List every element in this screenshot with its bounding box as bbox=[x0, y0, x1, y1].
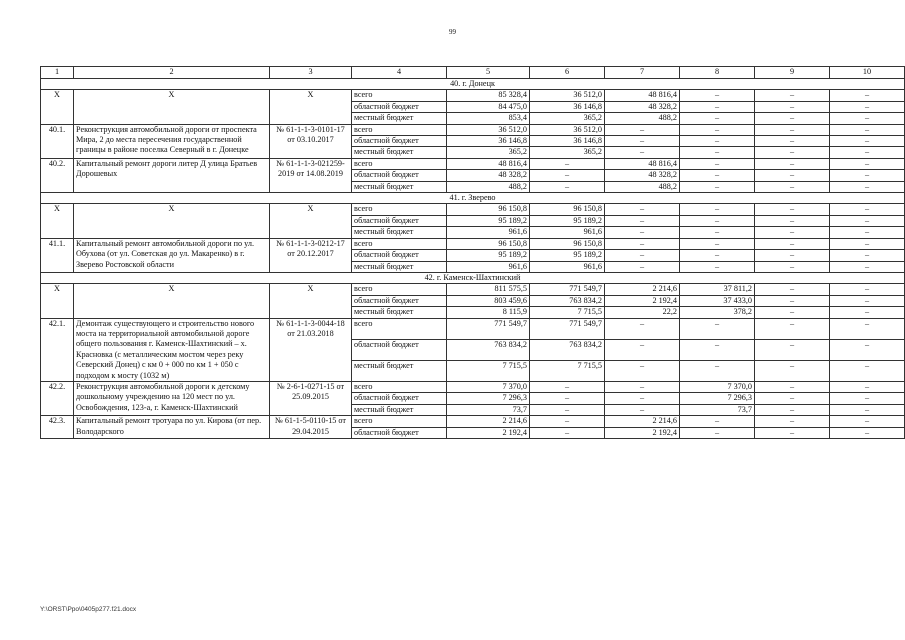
amount-cell: 771 549,7 bbox=[447, 318, 530, 339]
amount-cell: 48 328,2 bbox=[447, 170, 530, 181]
amount-cell: 36 146,8 bbox=[530, 136, 605, 147]
funding-source: всего bbox=[352, 318, 447, 339]
item-number: X bbox=[41, 284, 74, 318]
amount-cell: – bbox=[830, 284, 905, 295]
amount-cell: – bbox=[830, 215, 905, 226]
amount-cell: – bbox=[530, 158, 605, 169]
amount-cell: 96 150,8 bbox=[447, 238, 530, 249]
amount-cell: – bbox=[830, 295, 905, 306]
funding-source: областной бюджет bbox=[352, 136, 447, 147]
amount-cell: – bbox=[680, 113, 755, 124]
amount-cell: – bbox=[830, 261, 905, 272]
amount-cell: – bbox=[680, 339, 755, 360]
amount-cell: – bbox=[830, 393, 905, 404]
amount-cell: – bbox=[830, 124, 905, 135]
amount-cell: 48 816,4 bbox=[605, 90, 680, 101]
amount-cell: 73,7 bbox=[447, 404, 530, 415]
amount-cell: – bbox=[680, 416, 755, 427]
amount-cell: 73,7 bbox=[680, 404, 755, 415]
amount-cell: 2 192,4 bbox=[447, 427, 530, 438]
funding-source: областной бюджет bbox=[352, 393, 447, 404]
amount-cell: – bbox=[680, 136, 755, 147]
funding-source: областной бюджет bbox=[352, 101, 447, 112]
amount-cell: – bbox=[605, 227, 680, 238]
amount-cell: – bbox=[830, 238, 905, 249]
amount-cell: – bbox=[605, 204, 680, 215]
amount-cell: 803 459,6 bbox=[447, 295, 530, 306]
file-path-footer: Y:\ORST\Ppo\0405p277.f21.docx bbox=[40, 606, 137, 613]
amount-cell: 961,6 bbox=[530, 261, 605, 272]
funding-source: всего bbox=[352, 284, 447, 295]
amount-cell: 961,6 bbox=[447, 261, 530, 272]
amount-cell: – bbox=[605, 136, 680, 147]
item-document: № 61-1-1-3-0212-17 от 20.12.2017 bbox=[270, 238, 352, 272]
page-number: 99 bbox=[449, 28, 456, 36]
amount-cell: – bbox=[830, 181, 905, 192]
amount-cell: 96 150,8 bbox=[530, 238, 605, 249]
amount-cell: 961,6 bbox=[530, 227, 605, 238]
table-row bbox=[41, 90, 905, 101]
amount-cell: – bbox=[755, 158, 830, 169]
amount-cell: – bbox=[530, 170, 605, 181]
amount-cell: – bbox=[530, 393, 605, 404]
amount-cell: 2 214,6 bbox=[605, 284, 680, 295]
item-name: Реконструкция автомобильной дороги от проспекта Мира, 2 до места пересечения государственной границы в районе поселка Северный в г. Донецке bbox=[74, 124, 270, 158]
table-row bbox=[41, 124, 905, 135]
amount-cell: – bbox=[605, 261, 680, 272]
amount-cell: – bbox=[830, 339, 905, 360]
amount-cell: – bbox=[530, 416, 605, 427]
amount-cell: – bbox=[605, 393, 680, 404]
amount-cell: – bbox=[830, 101, 905, 112]
item-name: Капитальный ремонт тротуара по ул. Кирова (от пер. Володарского bbox=[74, 416, 270, 439]
amount-cell: 7 370,0 bbox=[447, 381, 530, 392]
amount-cell: 811 575,5 bbox=[447, 284, 530, 295]
amount-cell: 37 811,2 bbox=[680, 284, 755, 295]
column-number: 8 bbox=[680, 67, 755, 79]
funding-source: местный бюджет bbox=[352, 227, 447, 238]
amount-cell: – bbox=[605, 360, 680, 381]
item-document: № 2-6-1-0271-15 от 25.09.2015 bbox=[270, 381, 352, 415]
amount-cell: – bbox=[830, 416, 905, 427]
funding-source: всего bbox=[352, 381, 447, 392]
amount-cell: 48 816,4 bbox=[605, 158, 680, 169]
amount-cell: – bbox=[680, 360, 755, 381]
funding-source: областной бюджет bbox=[352, 170, 447, 181]
amount-cell: 22,2 bbox=[605, 307, 680, 318]
amount-cell: – bbox=[680, 318, 755, 339]
item-document: № 61-1-1-3-021259-2019 от 14.08.2019 bbox=[270, 158, 352, 192]
amount-cell: – bbox=[755, 136, 830, 147]
amount-cell: 48 816,4 bbox=[447, 158, 530, 169]
amount-cell: – bbox=[755, 101, 830, 112]
amount-cell: 36 512,0 bbox=[530, 124, 605, 135]
amount-cell: – bbox=[680, 147, 755, 158]
item-number: X bbox=[41, 204, 74, 238]
amount-cell: 36 512,0 bbox=[447, 124, 530, 135]
item-number: 41.1. bbox=[41, 238, 74, 272]
column-number: 7 bbox=[605, 67, 680, 79]
item-number: 40.2. bbox=[41, 158, 74, 192]
amount-cell: 7 296,3 bbox=[447, 393, 530, 404]
amount-cell: – bbox=[830, 404, 905, 415]
amount-cell: 853,4 bbox=[447, 113, 530, 124]
amount-cell: 7 296,3 bbox=[680, 393, 755, 404]
amount-cell: – bbox=[680, 261, 755, 272]
amount-cell: – bbox=[830, 136, 905, 147]
item-name: X bbox=[74, 204, 270, 238]
amount-cell: – bbox=[680, 250, 755, 261]
amount-cell: 365,2 bbox=[530, 113, 605, 124]
column-number: 5 bbox=[447, 67, 530, 79]
amount-cell: – bbox=[755, 250, 830, 261]
funding-source: всего bbox=[352, 416, 447, 427]
amount-cell: 8 115,9 bbox=[447, 307, 530, 318]
amount-cell: – bbox=[755, 318, 830, 339]
amount-cell: – bbox=[830, 227, 905, 238]
amount-cell: 2 192,4 bbox=[605, 427, 680, 438]
amount-cell: – bbox=[605, 381, 680, 392]
funding-source: местный бюджет bbox=[352, 261, 447, 272]
table-row bbox=[41, 381, 905, 392]
amount-cell: 763 834,2 bbox=[530, 295, 605, 306]
amount-cell: – bbox=[830, 427, 905, 438]
amount-cell: – bbox=[755, 284, 830, 295]
section-title: 42. г. Каменск-Шахтинский bbox=[41, 272, 905, 283]
item-number: X bbox=[41, 90, 74, 124]
amount-cell: – bbox=[830, 204, 905, 215]
amount-cell: 2 214,6 bbox=[605, 416, 680, 427]
amount-cell: 37 433,0 bbox=[680, 295, 755, 306]
funding-source: областной бюджет bbox=[352, 215, 447, 226]
amount-cell: 95 189,2 bbox=[447, 250, 530, 261]
funding-source: всего bbox=[352, 238, 447, 249]
amount-cell: – bbox=[680, 124, 755, 135]
amount-cell: – bbox=[755, 124, 830, 135]
item-document: X bbox=[270, 204, 352, 238]
funding-source: областной бюджет bbox=[352, 295, 447, 306]
column-number-row bbox=[41, 67, 905, 79]
amount-cell: – bbox=[755, 90, 830, 101]
amount-cell: – bbox=[830, 360, 905, 381]
amount-cell: – bbox=[605, 215, 680, 226]
amount-cell: 2 214,6 bbox=[447, 416, 530, 427]
section-title: 40. г. Донецк bbox=[41, 79, 905, 90]
amount-cell: 96 150,8 bbox=[530, 204, 605, 215]
amount-cell: – bbox=[605, 250, 680, 261]
item-name: Демонтаж существующего и строительство нового моста на территориальной автомобильной дороге общего пользования г. Каменск-Шахтинский – х. Красновка (с металлическим мостом через реку Северский Донец) с км 0 + 000 по км 1 + 050 с подходом к мосту (1032 м) bbox=[74, 318, 270, 381]
amount-cell: – bbox=[755, 238, 830, 249]
funding-source: всего bbox=[352, 90, 447, 101]
amount-cell: – bbox=[755, 416, 830, 427]
amount-cell: 365,2 bbox=[447, 147, 530, 158]
funding-source: местный бюджет bbox=[352, 360, 447, 381]
amount-cell: 488,2 bbox=[605, 113, 680, 124]
funding-source: областной бюджет bbox=[352, 250, 447, 261]
column-number: 2 bbox=[74, 67, 270, 79]
amount-cell: – bbox=[830, 158, 905, 169]
amount-cell: 48 328,2 bbox=[605, 101, 680, 112]
item-number: 40.1. bbox=[41, 124, 74, 158]
amount-cell: – bbox=[680, 215, 755, 226]
amount-cell: – bbox=[680, 170, 755, 181]
funding-source: всего bbox=[352, 124, 447, 135]
budget-table bbox=[40, 66, 905, 439]
funding-source: областной бюджет bbox=[352, 339, 447, 360]
amount-cell: – bbox=[830, 113, 905, 124]
amount-cell: – bbox=[755, 393, 830, 404]
table-row bbox=[41, 158, 905, 169]
amount-cell: 365,2 bbox=[530, 147, 605, 158]
amount-cell: 95 189,2 bbox=[530, 215, 605, 226]
item-document: № 61-1-5-0110-15 от 29.04.2015 bbox=[270, 416, 352, 439]
funding-source: местный бюджет bbox=[352, 147, 447, 158]
section-title: 41. г. Зверево bbox=[41, 193, 905, 204]
amount-cell: – bbox=[755, 307, 830, 318]
column-number: 6 bbox=[530, 67, 605, 79]
amount-cell: 48 328,2 bbox=[605, 170, 680, 181]
column-number: 9 bbox=[755, 67, 830, 79]
amount-cell: – bbox=[755, 113, 830, 124]
amount-cell: 7 715,5 bbox=[530, 360, 605, 381]
amount-cell: 36 512,0 bbox=[530, 90, 605, 101]
amount-cell: – bbox=[530, 381, 605, 392]
funding-source: всего bbox=[352, 204, 447, 215]
amount-cell: – bbox=[830, 250, 905, 261]
amount-cell: – bbox=[680, 181, 755, 192]
amount-cell: 95 189,2 bbox=[530, 250, 605, 261]
column-number: 4 bbox=[352, 67, 447, 79]
amount-cell: 36 146,8 bbox=[447, 136, 530, 147]
amount-cell: – bbox=[830, 381, 905, 392]
table-row bbox=[41, 318, 905, 339]
amount-cell: – bbox=[830, 147, 905, 158]
amount-cell: 95 189,2 bbox=[447, 215, 530, 226]
amount-cell: 96 150,8 bbox=[447, 204, 530, 215]
item-document: № 61-1-1-3-0044-18 от 21.03.2018 bbox=[270, 318, 352, 381]
item-number: 42.3. bbox=[41, 416, 74, 439]
column-number: 1 bbox=[41, 67, 74, 79]
table-row bbox=[41, 416, 905, 427]
table-row bbox=[41, 204, 905, 215]
amount-cell: – bbox=[830, 318, 905, 339]
item-document: X bbox=[270, 284, 352, 318]
amount-cell: – bbox=[680, 90, 755, 101]
amount-cell: 85 328,4 bbox=[447, 90, 530, 101]
amount-cell: – bbox=[680, 204, 755, 215]
amount-cell: 771 549,7 bbox=[530, 318, 605, 339]
amount-cell: – bbox=[605, 238, 680, 249]
funding-source: всего bbox=[352, 158, 447, 169]
amount-cell: – bbox=[755, 215, 830, 226]
amount-cell: 378,2 bbox=[680, 307, 755, 318]
amount-cell: – bbox=[680, 101, 755, 112]
amount-cell: 84 475,0 bbox=[447, 101, 530, 112]
item-number: 42.1. bbox=[41, 318, 74, 381]
item-number: 42.2. bbox=[41, 381, 74, 415]
item-name: Капитальный ремонт автомобильной дороги по ул. Обухова (от ул. Советская до ул. Макаренко) в г. Зверево Ростовской области bbox=[74, 238, 270, 272]
amount-cell: – bbox=[530, 404, 605, 415]
funding-source: местный бюджет bbox=[352, 307, 447, 318]
amount-cell: – bbox=[605, 124, 680, 135]
amount-cell: 488,2 bbox=[605, 181, 680, 192]
amount-cell: – bbox=[605, 318, 680, 339]
amount-cell: 7 715,5 bbox=[530, 307, 605, 318]
amount-cell: 7 370,0 bbox=[680, 381, 755, 392]
amount-cell: – bbox=[680, 227, 755, 238]
amount-cell: – bbox=[680, 427, 755, 438]
column-number: 10 bbox=[830, 67, 905, 79]
funding-source: областной бюджет bbox=[352, 427, 447, 438]
amount-cell: – bbox=[755, 227, 830, 238]
amount-cell: – bbox=[755, 261, 830, 272]
amount-cell: – bbox=[755, 404, 830, 415]
item-document: X bbox=[270, 90, 352, 124]
amount-cell: – bbox=[755, 147, 830, 158]
amount-cell: – bbox=[530, 427, 605, 438]
item-name: X bbox=[74, 90, 270, 124]
funding-source: местный бюджет bbox=[352, 181, 447, 192]
amount-cell: – bbox=[830, 170, 905, 181]
amount-cell: 763 834,2 bbox=[447, 339, 530, 360]
amount-cell: – bbox=[605, 147, 680, 158]
amount-cell: 771 549,7 bbox=[530, 284, 605, 295]
amount-cell: – bbox=[605, 339, 680, 360]
amount-cell: 2 192,4 bbox=[605, 295, 680, 306]
item-name: Реконструкция автомобильной дороги к детскому дошкольному учреждению на 120 мест по ул. Освобождения, 123-а, г. Каменск-Шахтинский bbox=[74, 381, 270, 415]
amount-cell: – bbox=[755, 427, 830, 438]
amount-cell: 763 834,2 bbox=[530, 339, 605, 360]
amount-cell: – bbox=[830, 90, 905, 101]
amount-cell: – bbox=[755, 339, 830, 360]
amount-cell: 961,6 bbox=[447, 227, 530, 238]
amount-cell: – bbox=[830, 307, 905, 318]
amount-cell: – bbox=[605, 404, 680, 415]
amount-cell: – bbox=[755, 360, 830, 381]
amount-cell: – bbox=[755, 170, 830, 181]
table-row bbox=[41, 284, 905, 295]
amount-cell: – bbox=[755, 381, 830, 392]
amount-cell: – bbox=[530, 181, 605, 192]
table-row bbox=[41, 238, 905, 249]
amount-cell: – bbox=[680, 158, 755, 169]
section-row bbox=[41, 79, 905, 90]
section-row bbox=[41, 193, 905, 204]
funding-source: местный бюджет bbox=[352, 404, 447, 415]
funding-source: местный бюджет bbox=[352, 113, 447, 124]
column-number: 3 bbox=[270, 67, 352, 79]
amount-cell: 488,2 bbox=[447, 181, 530, 192]
section-row bbox=[41, 272, 905, 283]
amount-cell: – bbox=[755, 181, 830, 192]
amount-cell: – bbox=[680, 238, 755, 249]
amount-cell: – bbox=[755, 295, 830, 306]
item-document: № 61-1-1-3-0101-17 от 03.10.2017 bbox=[270, 124, 352, 158]
item-name: X bbox=[74, 284, 270, 318]
item-name: Капитальный ремонт дороги литер Д улица Братьев Дорошевых bbox=[74, 158, 270, 192]
amount-cell: 7 715,5 bbox=[447, 360, 530, 381]
amount-cell: – bbox=[755, 204, 830, 215]
amount-cell: 36 146,8 bbox=[530, 101, 605, 112]
